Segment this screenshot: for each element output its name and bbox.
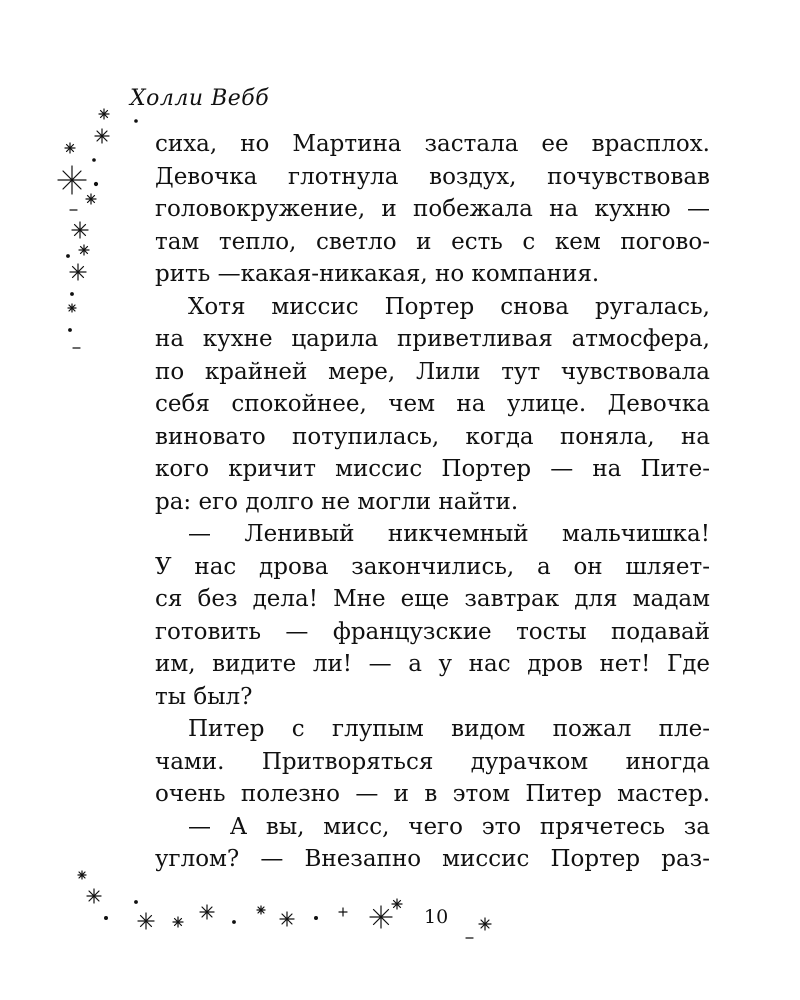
text-line: по крайней мере, Лили тут чувствовала — [155, 358, 710, 385]
star-icon — [78, 871, 86, 879]
page-number: 10 — [424, 906, 449, 928]
text-line: чами. Притворяться дурачком иногда — [155, 748, 710, 775]
star-icon — [200, 905, 214, 919]
text-line: сиха, но Мартина застала ее врасплох. — [155, 131, 710, 157]
text-line: головокружение, и побежала на кухню — — [155, 196, 710, 222]
star-icon — [79, 245, 89, 255]
text-line: себя спокойнее, чем на улице. Девочка — [155, 391, 710, 417]
text-line: очень полезно — и в этом Питер мастер. — [155, 781, 710, 807]
text-line: там тепло, светло и есть с кем погово- — [155, 228, 710, 255]
star-icon — [68, 304, 76, 312]
star-icon — [86, 194, 96, 204]
running-head-author: Холли Вебб — [130, 86, 270, 111]
star-icon — [339, 908, 347, 916]
text-line: на кухне царила приветливая атмосфера, — [155, 326, 710, 352]
body-text — [155, 128, 710, 876]
star-icon — [257, 906, 265, 914]
text-line: виновато потупилась, когда поняла, на — [155, 423, 710, 450]
star-icon — [87, 889, 101, 903]
star-icon — [95, 129, 109, 143]
star-icon — [392, 899, 402, 909]
text-line: готовить — французские тосты подавай — [155, 618, 710, 645]
star-icon — [280, 912, 294, 926]
text-line: — Ленивый никчемный мальчишка! — [188, 521, 710, 547]
text-line: рить —какая-никакая, но компания. — [155, 261, 600, 287]
star-icon — [65, 143, 75, 153]
text-line: ра: его долго не могли найти. — [155, 488, 519, 515]
text-line: У нас дрова закончились, а он шляет- — [155, 553, 710, 580]
star-icon — [58, 166, 86, 194]
star-icon — [99, 109, 109, 119]
star-icon — [72, 222, 88, 238]
star-icon — [138, 913, 154, 929]
text-line: ты был? — [155, 683, 253, 710]
text-line: углом? — Внезапно миссис Портер раз- — [155, 846, 710, 872]
star-icon — [173, 917, 183, 927]
text-line: кого кричит миссис Портер — на Пите- — [155, 456, 710, 482]
text-line: Хотя миссис Портер снова ругалась, — [188, 293, 710, 320]
star-icon — [370, 906, 392, 928]
text-line: Питер с глупым видом пожал пле- — [188, 716, 710, 742]
text-line: Девочка глотнула воздух, почувствовав — [155, 163, 710, 190]
star-icon — [70, 264, 86, 280]
text-line: им, видите ли! — а у нас дров нет! Где — [155, 651, 710, 677]
star-icon — [479, 918, 491, 930]
text-line: — А вы, мисс, чего это прячетесь за — [188, 813, 710, 840]
text-line: ся без дела! Мне еще завтрак для мадам — [155, 586, 710, 612]
